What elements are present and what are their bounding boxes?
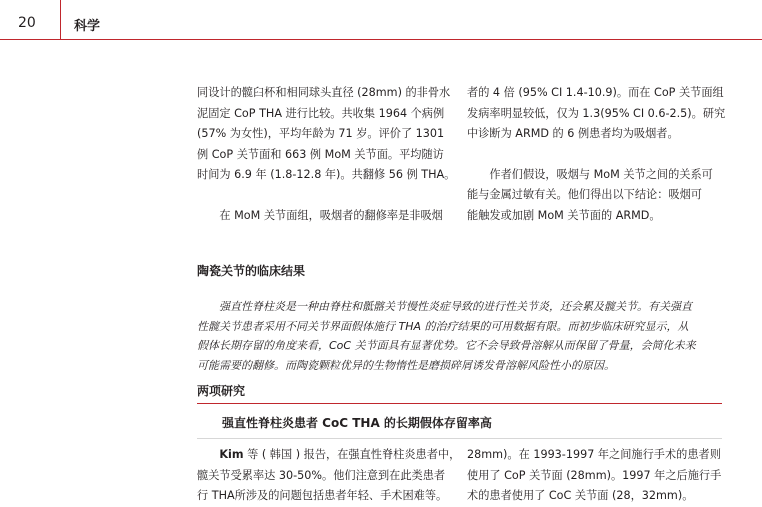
abstract-line: 强直性脊柱炎是一种由脊柱和骶髂关节慢性炎症导致的进行性关节炎，还会累及髋关节。有关强直 (219, 300, 692, 313)
text-line: 同设计的髋臼杯和相同球头直径 (28mm) 的非骨水 (197, 86, 451, 99)
text-line: 28mm)。在 1993-1997 年之间施行手术的患者则 (467, 448, 721, 461)
text-line: 在 MoM 关节面组，吸烟者的翻修率是非吸烟 (219, 208, 443, 222)
section-heading: 陶瓷关节的临床结果 (197, 264, 306, 278)
text-line (197, 445, 461, 466)
study-title-rule (197, 438, 722, 439)
author-name: Kim (219, 448, 244, 461)
page-header (0, 0, 762, 40)
abstract (197, 297, 725, 375)
top-right-column (467, 83, 725, 226)
text-line: 时间为 6.9 年 (1.8-12.8 年)。共翻修 56 例 THA。 (197, 168, 456, 181)
bottom-right-column (467, 445, 725, 507)
top-left-column (197, 83, 455, 226)
text-line: 术的患者使用了 CoC 关节面 (28，32mm)。 (467, 489, 694, 502)
text-fragment: 等 ( 韩国 ) 报告，在强直性脊柱炎患者中， (243, 448, 461, 461)
text-line: 发病率明显较低，仅为 1.3(95% CI 0.6-2.5)。研究 (467, 106, 726, 120)
abstract-line: 性髋关节患者采用不同关节界面假体施行 THA 的治疗结果的可用数据有限。而初步临床研究显示，从 (197, 319, 689, 333)
study-title: 强直性脊柱炎患者 CoC THA 的长期假体存留率高 (222, 416, 492, 430)
header-rule (0, 39, 762, 40)
text-line: 者的 4 倍 (95% CI 1.4-10.9)。而在 CoP 关节面组 (467, 86, 724, 99)
subsection-heading: 两项研究 (197, 384, 246, 398)
subsection-rule (197, 403, 722, 404)
section-label: 科学 (74, 19, 101, 34)
text-line: 能触发或加剧 MoM 关节面的 ARMD。 (467, 208, 661, 222)
text-line: 例 CoP 关节面和 663 例 MoM 关节面。平均随访 (197, 147, 444, 161)
bottom-left-column (197, 445, 461, 507)
text-line: (57% 为女性)，平均年龄为 71 岁。评价了 1301 (197, 127, 445, 140)
header-divider (60, 0, 61, 40)
text-line: 作者们假设，吸烟与 MoM 关节之间的关系可 (489, 167, 713, 181)
text-line: 髋关节受累率达 30-50%。他们注意到在此类患者 (197, 468, 446, 482)
abstract-line: 假体长期存留的角度来看，CoC 关节面具有显著优势。它不会导致骨溶解从而保留了骨量，会简化未来 (197, 339, 696, 352)
text-line: 泥固定 CoP THA 进行比较。共收集 1964 个病例 (197, 106, 445, 120)
text-line: 能与金属过敏有关。他们得出以下结论：吸烟可 (467, 188, 702, 201)
text-line: 使用了 CoP 关节面 (28mm)。1997 年之后施行手 (467, 468, 722, 482)
page-number: 20 (18, 15, 36, 31)
abstract-line: 可能需要的翻修。而陶瓷颗粒优异的生物惰性是磨损碎屑诱发骨溶解风险性小的原因。 (197, 358, 615, 372)
text-line: 行 THA所涉及的问题包括患者年轻、手术困难等。 (197, 489, 448, 502)
text-line: 中诊断为 ARMD 的 6 例患者均为吸烟者。 (467, 127, 679, 140)
